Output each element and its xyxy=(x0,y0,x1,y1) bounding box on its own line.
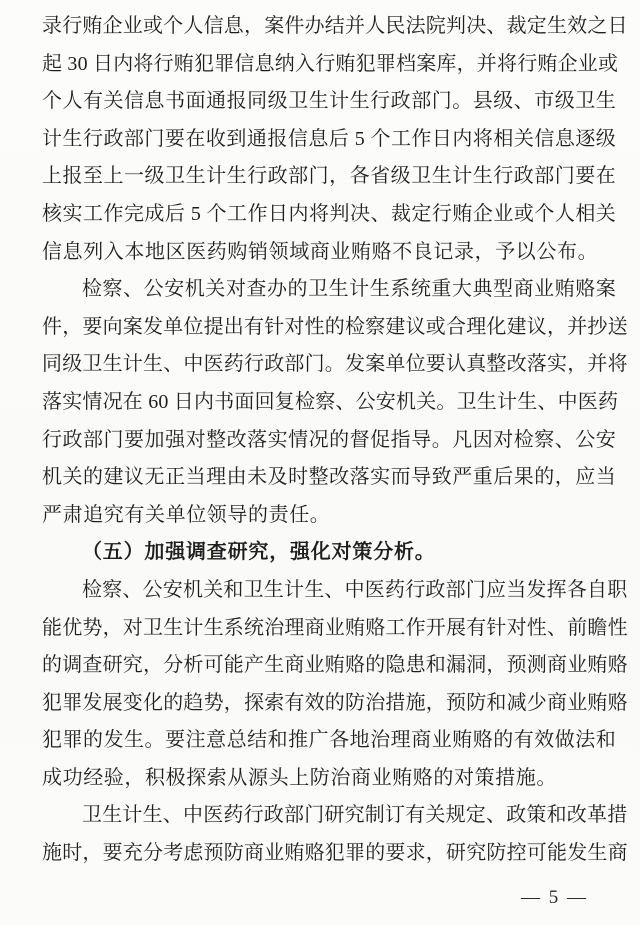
text-line: 核实工作完成后 5 个工作日内将判决、裁定行贿企业或个人相关 xyxy=(42,202,616,225)
text-line: 犯罪的发生。要注意总结和推广各地治理商业贿赂的有效做法和 xyxy=(42,729,616,752)
text-line: 行政部门要加强对整改落实情况的督促指导。凡因对检察、公安 xyxy=(42,428,616,451)
text-line: 同级卫生计生、中医药行政部门。发案单位要认真整改落实，并将 xyxy=(42,353,628,376)
text-line: 落实情况在 60 日内书面回复检察、公安机关。卫生计生、中医药 xyxy=(42,390,619,413)
text-line: 施时，要充分考虑预防商业贿赂犯罪的要求，研究防控可能发生商 xyxy=(42,842,628,865)
text-line: 能优势，对卫生计生系统治理商业贿赂工作开展有针对性、前瞻性 xyxy=(42,616,628,639)
section-heading: （五）加强调查研究，强化对策分析。 xyxy=(82,541,436,564)
text-line: 机关的建议无正当理由未及时整改落实而导致严重后果的，应当 xyxy=(42,466,616,489)
text-line: 个人有关信息书面通报同级卫生计生行政部门。县级、市级卫生 xyxy=(42,90,616,113)
document-body xyxy=(42,8,628,873)
page-number: — 5 — xyxy=(521,886,588,908)
text-line: 计生行政部门要在收到通报信息后 5 个工作日内将相关信息逐级 xyxy=(42,127,616,150)
text-line-paragraph-start: 检察、公安机关对查办的卫生计生系统重大典型商业贿赂案 xyxy=(82,278,616,301)
text-line: 起 30 日内将行贿犯罪信息纳入行贿犯罪档案库，并将行贿企业或 xyxy=(42,52,619,75)
text-line: 件，要向案发单位提出有针对性的检察建议或合理化建议，并抄送 xyxy=(42,315,628,338)
text-line-paragraph-end: 成功经验，积极探索从源头上防治商业贿赂的对策措施。 xyxy=(42,766,557,789)
text-line-paragraph-end: 信息列入本地区医药购销领域商业贿赂不良记录，予以公布。 xyxy=(42,240,599,263)
text-line: 上报至上一级卫生计生行政部门，各省级卫生计生行政部门要在 xyxy=(42,165,616,188)
text-line: 的调查研究，分析可能产生商业贿赂的隐患和漏洞，预测商业贿赂 xyxy=(42,654,628,677)
text-line-paragraph-start: 卫生计生、中医药行政部门研究制订有关规定、政策和改革措 xyxy=(82,804,628,827)
text-line: 录行贿企业或个人信息，案件办结并人民法院判决、裁定生效之日 xyxy=(42,15,628,37)
text-line-paragraph-start: 检察、公安机关和卫生计生、中医药行政部门应当发挥各自职 xyxy=(82,578,628,601)
text-line-paragraph-end: 严肃追究有关单位领导的责任。 xyxy=(42,503,331,526)
text-line: 犯罪发展变化的趋势，探索有效的防治措施，预防和减少商业贿赂 xyxy=(42,691,628,714)
